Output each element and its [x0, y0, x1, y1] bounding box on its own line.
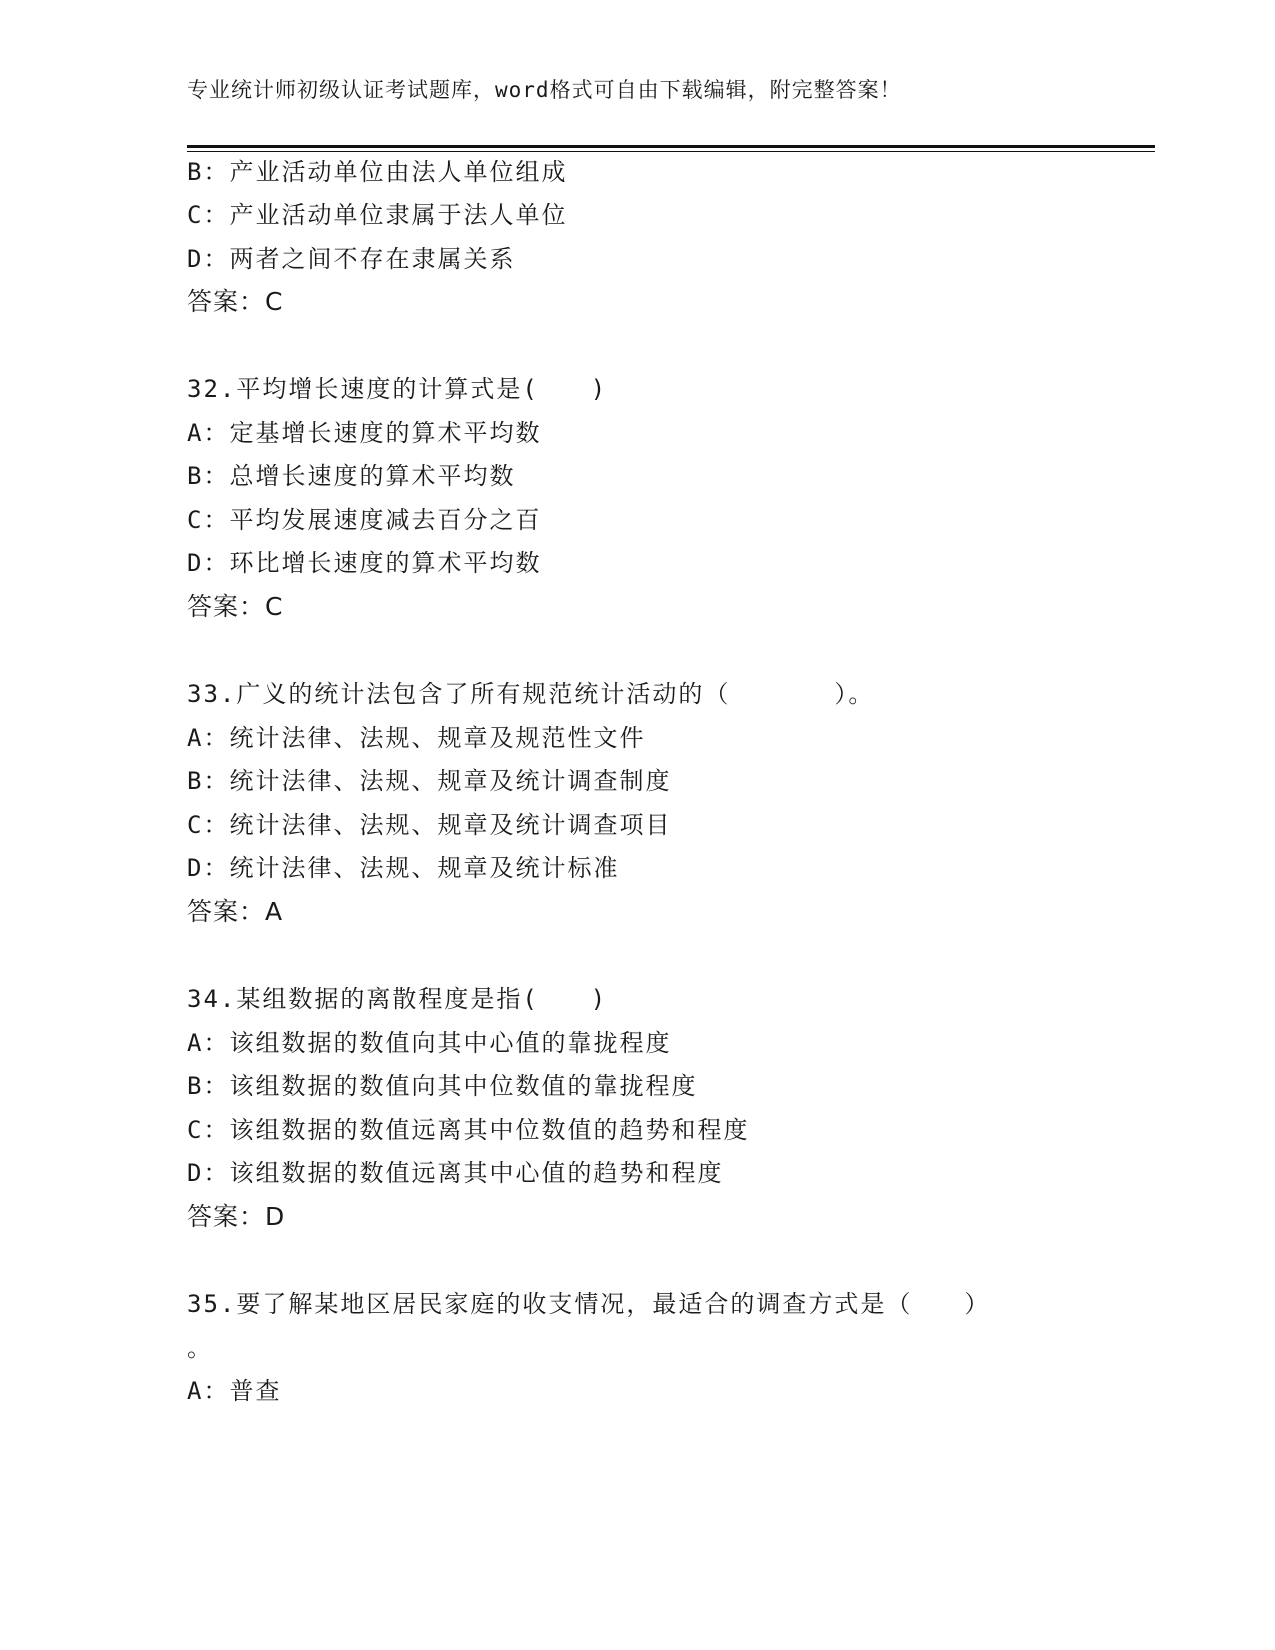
option-c: C：统计法律、法规、规章及统计调查项目 — [187, 811, 672, 839]
option-b: B：总增长速度的算术平均数 — [187, 462, 516, 490]
question-stem: 33.广义的统计法包含了所有规范统计活动的（ ）。 — [187, 680, 875, 708]
option-b: B：该组数据的数值向其中位数值的靠拢程度 — [187, 1072, 698, 1100]
option-c: C：该组数据的数值远离其中位数值的趋势和程度 — [187, 1116, 750, 1144]
answer-line: 答案：C — [187, 287, 284, 316]
option-d: D：环比增长速度的算术平均数 — [187, 549, 542, 577]
option-c: C：平均发展速度减去百分之百 — [187, 506, 542, 534]
question-stem: 35.要了解某地区居民家庭的收支情况，最适合的调查方式是（ ） — [187, 1290, 991, 1318]
option-a: A：统计法律、法规、规章及规范性文件 — [187, 724, 646, 752]
question-stem: 32.平均增长速度的计算式是( ) — [187, 375, 608, 403]
header-rule-thick — [187, 145, 1155, 148]
answer-line: 答案：C — [187, 592, 284, 621]
answer-line: 答案：A — [187, 897, 284, 926]
question-stem: 34.某组数据的离散程度是指( ) — [187, 985, 608, 1013]
option-d: D：统计法律、法规、规章及统计标准 — [187, 854, 620, 882]
option-c: C：产业活动单位隶属于法人单位 — [187, 201, 568, 229]
option-a: A：定基增长速度的算术平均数 — [187, 419, 542, 447]
option-a: A：该组数据的数值向其中心值的靠拢程度 — [187, 1029, 672, 1057]
page-header: 专业统计师初级认证考试题库，word格式可自由下载编辑，附完整答案！ — [187, 78, 902, 102]
question-stem-continuation: 。 — [187, 1334, 213, 1362]
option-a: A：普查 — [187, 1377, 282, 1405]
option-d: D：该组数据的数值远离其中心值的趋势和程度 — [187, 1159, 724, 1187]
option-d: D：两者之间不存在隶属关系 — [187, 245, 516, 273]
option-b: B：产业活动单位由法人单位组成 — [187, 158, 568, 186]
answer-line: 答案：D — [187, 1202, 286, 1231]
option-b: B：统计法律、法规、规章及统计调查制度 — [187, 767, 672, 795]
header-rule-thin — [187, 151, 1155, 152]
